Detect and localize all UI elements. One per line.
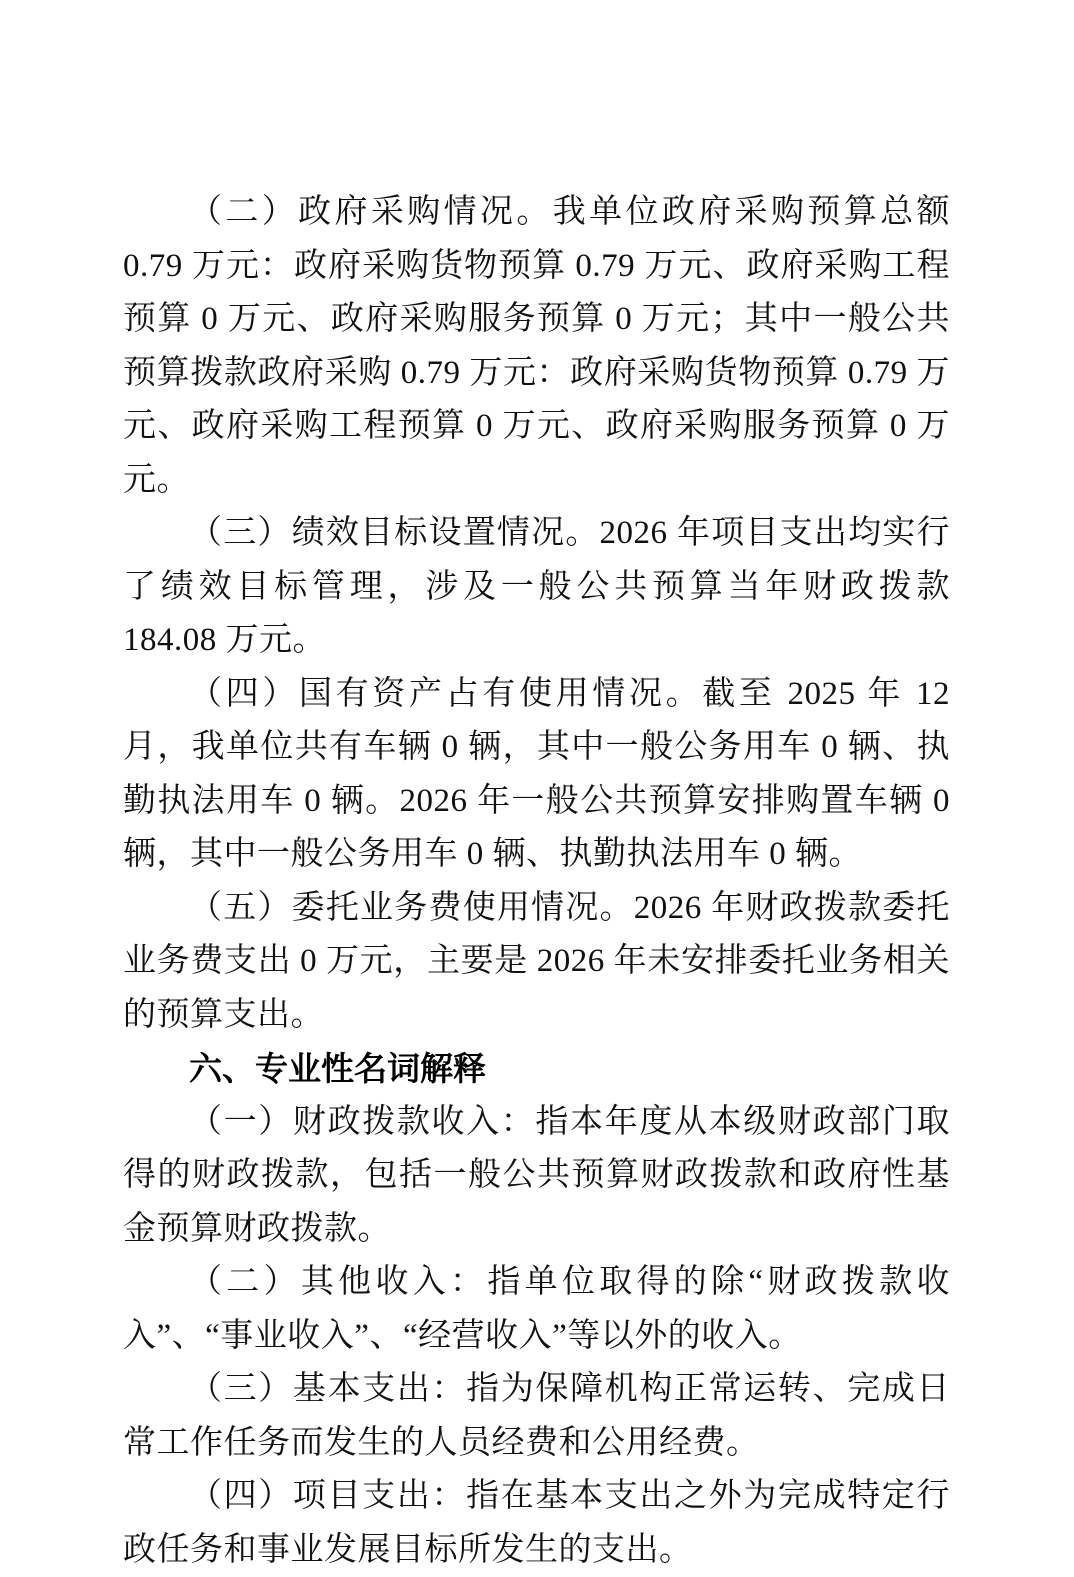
paragraph-performance-targets: （三）绩效目标设置情况。2026 年项目支出均实行了绩效目标管理，涉及一般公共预算当年财政拨款 184.08 万元。 xyxy=(123,515,950,658)
paragraph-term-fiscal-appropriation-income: （一）财政拨款收入：指本年度从本级财政部门取得的财政拨款，包括一般公共预算财政拨款和政府性基金预算财政拨款。 xyxy=(123,1103,950,1247)
paragraph-term-project-expenditure: （四）项目支出：指在基本支出之外为完成特定行政任务和事业发展目标所发生的支出。 xyxy=(123,1478,950,1568)
paragraph-term-other-income: （二）其他收入：指单位取得的除“财政拨款收入”、“事业收入”、“经营收入”等以外的收入。 xyxy=(123,1264,950,1354)
paragraph-state-assets: （四）国有资产占有使用情况。截至 2025 年 12 月，我单位共有车辆 0 辆，其中一般公务用车 0 辆、执勤执法用车 0 辆。2026 年一般公共预算安排购置车辆 0 辆，其中一般公务用车 0 辆、执勤执法用车 0 辆。 xyxy=(123,675,950,872)
paragraph-gov-procurement: （二）政府采购情况。我单位政府采购预算总额 0.79 万元：政府采购货物预算 0.79 万元、政府采购工程预算 0 万元、政府采购服务预算 0 万元；其中一般公共预算拨款政府采购 0.79 万元：政府采购货物预算 0.79 万元、政府采购工程预算 0 万元、政府采购服务预算 0 万元。 xyxy=(123,194,950,498)
paragraph-entrusted-business-fee: （五）委托业务费使用情况。2026 年财政拨款委托业务费支出 0 万元，主要是 2026 年未安排委托业务相关的预算支出。 xyxy=(123,889,950,1033)
paragraph-term-basic-expenditure: （三）基本支出：指为保障机构正常运转、完成日常工作任务而发生的人员经费和公用经费。 xyxy=(123,1371,950,1461)
section-heading-terminology: 六、专业性名词解释 xyxy=(189,1050,486,1087)
